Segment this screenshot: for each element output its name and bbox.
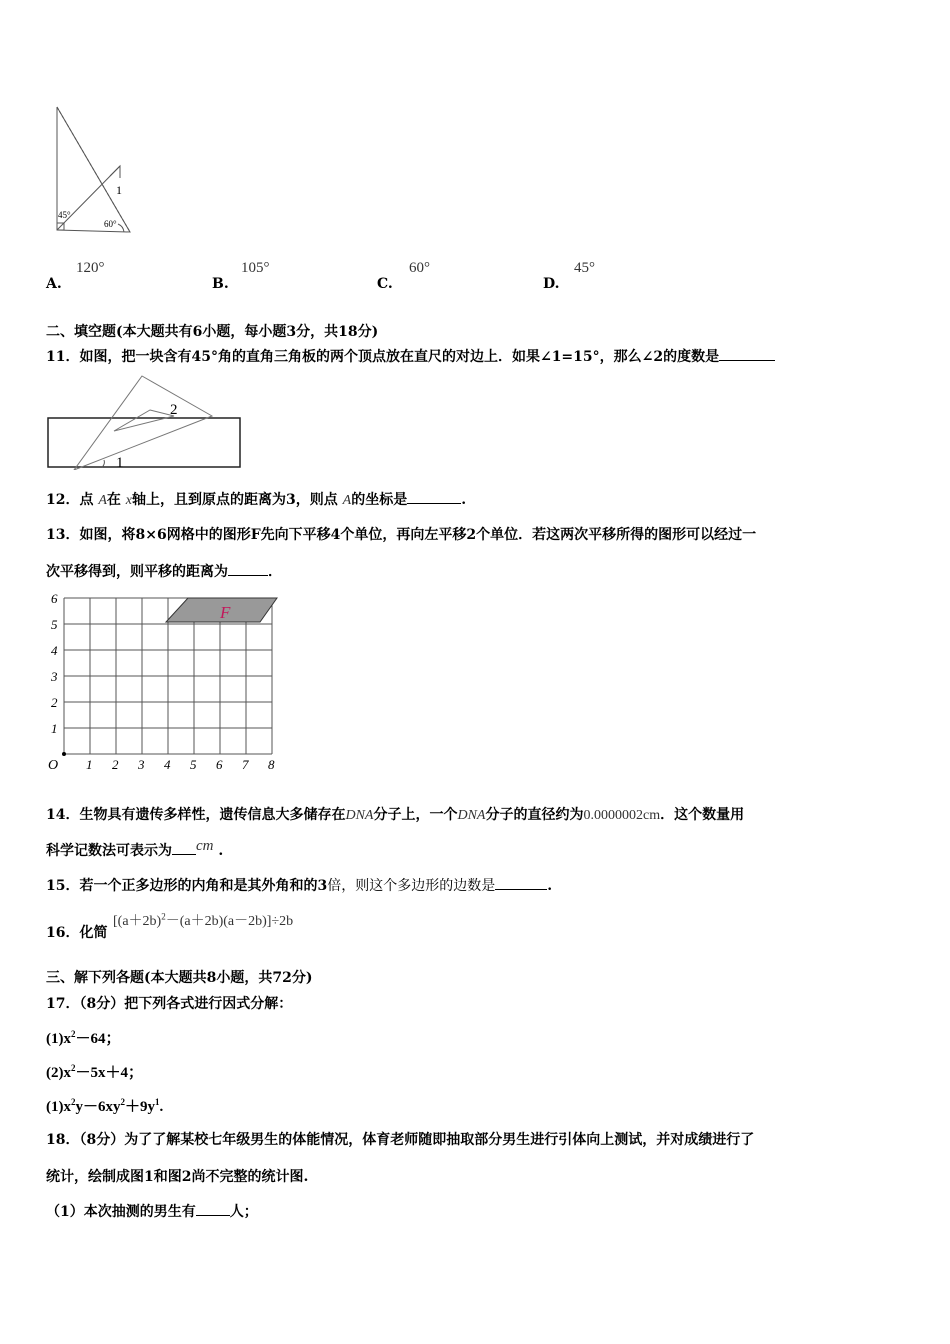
y-tick-label: 2 <box>51 695 58 710</box>
q14-number: 0.0000002cm <box>583 808 661 823</box>
q12-point-a-2: A <box>342 493 352 508</box>
q16-square: 2 <box>161 911 166 922</box>
q14-dna-1: DNA <box>345 808 374 823</box>
q11-text <box>46 346 775 366</box>
q16-expr-part1: [(a＋2b) <box>113 914 162 929</box>
q12-x-var: x <box>125 493 133 508</box>
q14-part1: 14．生物具有遗传多样性，遗传信息大多储存在 <box>46 807 346 823</box>
q17-item3-sup2: 2 <box>120 1097 126 1107</box>
q17-item3-pre: (1)x <box>46 1099 71 1115</box>
q10-figure <box>48 100 138 240</box>
q14-end: . <box>218 843 224 859</box>
q11-answer-blank <box>719 346 775 361</box>
q14-part3: 分子的直径约为 <box>485 807 584 823</box>
q14-part2: 分子上，一个 <box>373 807 458 823</box>
q12-part1: 12．点 <box>46 492 94 508</box>
q10-option-d-letter: D. <box>543 276 560 292</box>
q11-question: 11．如图，把一块含有45°角的直角三角板的两个顶点放在直尺的对边上．如果∠1=15°，那么∠2的度数是 <box>46 349 720 365</box>
q10-option-c-value: 60° <box>409 260 430 276</box>
q10-option-b-value: 105° <box>241 260 270 276</box>
q14-line2-text: 科学记数法可表示为 <box>46 843 172 859</box>
q12-text <box>46 489 466 509</box>
q15-text <box>46 875 552 895</box>
x-tick-label: 2 <box>112 757 119 772</box>
q14-unit: cm <box>196 838 214 854</box>
q10-angle60-label: 60° <box>104 219 117 229</box>
y-tick-label: 5 <box>51 617 58 632</box>
q12-end: . <box>461 492 467 508</box>
q12-part2: 在 <box>106 492 121 508</box>
q17-item2-pre: (2)x <box>46 1065 71 1081</box>
q15-answer-blank <box>495 875 547 890</box>
q16-expr-part2: －(a＋2b)(a－2b)]÷2b <box>165 914 294 929</box>
q18-sub1-text: （1）本次抽测的男生有 <box>46 1204 196 1220</box>
x-tick-label: 5 <box>190 757 197 772</box>
q17-item2-sup: 2 <box>71 1063 76 1073</box>
q15-part2: 倍，则这个多边形的边数是 <box>327 878 496 894</box>
q10-option-a-value: 120° <box>76 260 105 276</box>
q18-sub1-end: 人； <box>229 1204 258 1220</box>
q17-item2-post: －5x＋4； <box>75 1065 144 1081</box>
q17-item3 <box>46 1095 163 1116</box>
q10-angle1-label: 1 <box>116 183 122 197</box>
q17-item3-mid1: y－6xy <box>75 1099 121 1115</box>
q17-item1-sup: 2 <box>71 1029 76 1039</box>
q13-grid-figure <box>46 588 286 778</box>
q12-point-a: A <box>98 493 107 508</box>
y-tick-label: 6 <box>51 591 58 606</box>
section3-title: 三、解下列各题(本大题共8小题，共72分) <box>46 970 313 986</box>
q10-angle45-label: 45° <box>58 210 71 220</box>
q15-end: . <box>547 878 553 894</box>
x-tick-label: 3 <box>138 757 145 772</box>
x-tick-label: 8 <box>268 757 275 772</box>
q17-item3-sup: 2 <box>71 1097 76 1107</box>
q12-part3: 轴上，且到原点的距离为3，则点 <box>132 492 338 508</box>
x-tick-label: 4 <box>164 757 171 772</box>
section2-title: 二、填空题(本大题共有6小题，每小题3分，共18分) <box>46 324 379 340</box>
q16-label: 16．化简 <box>46 925 108 941</box>
q14-line1 <box>46 804 744 824</box>
q17-item3-post: . <box>159 1099 164 1115</box>
q14-answer-blank <box>172 840 196 855</box>
q14-dna-2: DNA <box>457 808 486 823</box>
q11-angle2-label: 2 <box>170 402 178 418</box>
q17-item2 <box>46 1061 143 1082</box>
y-tick-label: 3 <box>51 669 58 684</box>
q12-answer-blank <box>407 489 461 504</box>
q10-option-d-value: 45° <box>574 260 595 276</box>
q17-item1-pre: (1)x <box>46 1031 71 1047</box>
q10-option-b-letter: B. <box>212 276 229 292</box>
q12-part4: 的坐标是 <box>351 492 408 508</box>
q13-answer-blank <box>228 561 268 576</box>
q17-title: 17．（8分）把下列各式进行因式分解： <box>46 996 293 1012</box>
q17-item1-post: －64； <box>75 1031 121 1047</box>
q10-option-a-letter: A. <box>46 276 62 292</box>
y-tick-label: 1 <box>51 721 58 736</box>
grid-origin-label: O <box>48 758 59 773</box>
q15-number: 3 <box>317 878 328 894</box>
q17-item3-sup3: 1 <box>155 1097 160 1107</box>
x-tick-label: 1 <box>86 757 93 772</box>
q13-line1: 13．如图，将8×6网格中的图形F先向下平移4个单位，再向左平移2个单位．若这两次平移所得的图形可以经过一 <box>46 527 757 543</box>
q10-option-c-letter: C. <box>377 276 393 292</box>
q13-line2-text: 次平移得到，则平移的距离为 <box>46 564 228 580</box>
q18-line2: 统计，绘制成图1和图2尚不完整的统计图. <box>46 1169 309 1185</box>
q17-item1 <box>46 1027 121 1048</box>
q13-line2 <box>46 561 282 581</box>
q17-item3-mid2: ＋9y <box>125 1099 156 1115</box>
q15-part1: 15．若一个正多边形的内角和是其外角和的 <box>46 878 318 894</box>
q18-line1: 18．（8分）为了了解某校七年级男生的体能情况，体育老师随即抽取部分男生进行引体向上测试，并对成绩进行了 <box>46 1132 755 1148</box>
x-tick-label: 6 <box>216 757 223 772</box>
x-tick-label: 7 <box>242 757 249 772</box>
q16-expression <box>113 910 293 930</box>
q18-answer-blank <box>196 1201 230 1216</box>
q13-end: ． <box>268 564 282 580</box>
y-tick-label: 4 <box>51 643 58 658</box>
shape-f-label: F <box>220 603 231 622</box>
q11-figure <box>46 374 242 470</box>
q18-sub1 <box>46 1201 258 1221</box>
q14-line2 <box>46 840 223 860</box>
q14-part4: ．这个数量用 <box>660 807 745 823</box>
q11-angle1-label: 1 <box>116 455 124 470</box>
